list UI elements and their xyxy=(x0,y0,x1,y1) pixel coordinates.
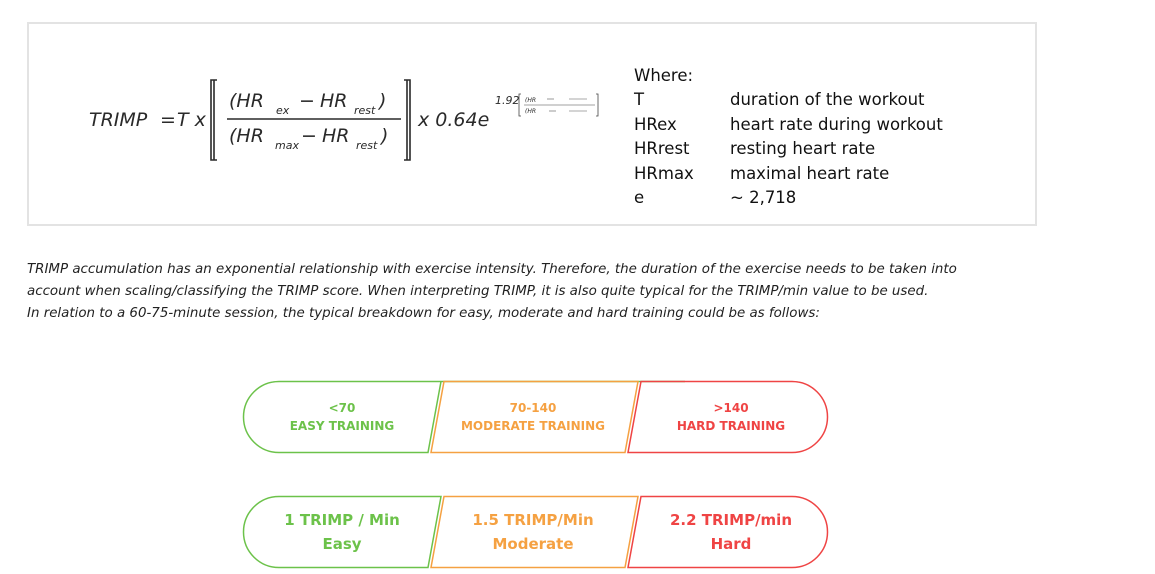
hard-value: 2.2 TRIMP/min xyxy=(669,511,792,529)
numerator-hr-ex: (HR xyxy=(229,90,264,112)
paragraph-line: TRIMP accumulation has an exponential relationship with exercise intensity. Therefore, the duration of the exercise needs to be taken into xyxy=(27,262,957,277)
description-paragraph xyxy=(27,259,1037,325)
easy-value: <70 xyxy=(328,401,356,415)
legend-row xyxy=(634,137,943,162)
paragraph-line: In relation to a 60-75-minute session, the typical breakdown for easy, moderate and hard training could be as follows: xyxy=(27,306,820,321)
legend-meaning: resting heart rate xyxy=(730,139,876,158)
formula-t: T x xyxy=(177,109,206,131)
legend-row xyxy=(634,113,943,138)
formula-equals: = xyxy=(160,109,176,131)
legend-row xyxy=(634,162,943,187)
legend-title: Where: xyxy=(634,66,694,85)
paragraph-line: account when scaling/classifying the TRIMP score. When interpreting TRIMP, it is also quite typical for the TRIMP/min value to be used. xyxy=(27,284,929,299)
exponent-denominator: (HR xyxy=(525,108,537,115)
trimp-total-scale xyxy=(241,380,830,454)
legend-row xyxy=(634,88,943,113)
variable-legend xyxy=(634,64,943,211)
hard-text: Hard xyxy=(710,535,752,553)
legend-meaning: duration of the workout xyxy=(730,90,925,109)
legend-symbol: HRmax xyxy=(634,163,694,183)
denominator-close: ) xyxy=(381,125,389,147)
numerator-sub-rest: rest xyxy=(354,104,376,117)
legend-symbol: HRrest xyxy=(634,139,690,158)
moderate-label xyxy=(437,380,629,454)
easy-label xyxy=(251,380,433,454)
legend-symbol: HRex xyxy=(634,114,677,134)
moderate-value: 1.5 TRIMP/Min xyxy=(472,511,594,529)
formula-box xyxy=(27,22,1037,226)
denominator-hr-max: (HR xyxy=(229,125,264,147)
exponent-numerator: (HR xyxy=(525,97,537,104)
easy-text: Easy xyxy=(322,535,362,553)
moderate-value: 70-140 xyxy=(509,401,557,415)
denominator-sub-rest: rest xyxy=(356,139,378,152)
easy-value: 1 TRIMP / Min xyxy=(284,511,400,529)
numerator-close: ) xyxy=(379,90,387,112)
legend-meaning: ~ 2,718 xyxy=(730,188,797,207)
easy-text: EASY TRAINING xyxy=(289,419,395,433)
legend-meaning: maximal heart rate xyxy=(730,163,890,183)
hard-label xyxy=(637,495,825,569)
numerator-hr-rest: HR xyxy=(320,90,348,112)
hard-text: HARD TRAINING xyxy=(676,419,786,433)
legend-meaning: heart rate during workout xyxy=(730,114,943,134)
hard-label xyxy=(637,380,825,454)
numerator-minus: − xyxy=(299,90,315,112)
moderate-text: Moderate xyxy=(492,535,574,553)
legend-row xyxy=(634,186,943,211)
trimp-per-minute-scale xyxy=(241,495,830,569)
numerator-sub-ex: ex xyxy=(276,104,290,117)
legend-symbol: e xyxy=(634,188,645,207)
formula-multiplier: x 0.64e xyxy=(418,109,490,131)
hard-value: >140 xyxy=(713,401,749,415)
moderate-text: MODERATE TRAINING xyxy=(460,419,606,433)
moderate-label xyxy=(437,495,629,569)
denominator-minus: − xyxy=(301,125,317,147)
denominator-sub-max: max xyxy=(275,139,299,152)
formula-lhs: TRIMP xyxy=(89,109,148,131)
exponent-coefficient: 1.92 xyxy=(495,94,520,107)
easy-label xyxy=(251,495,433,569)
legend-symbol: T xyxy=(634,90,645,109)
denominator-hr-rest: HR xyxy=(322,125,350,147)
